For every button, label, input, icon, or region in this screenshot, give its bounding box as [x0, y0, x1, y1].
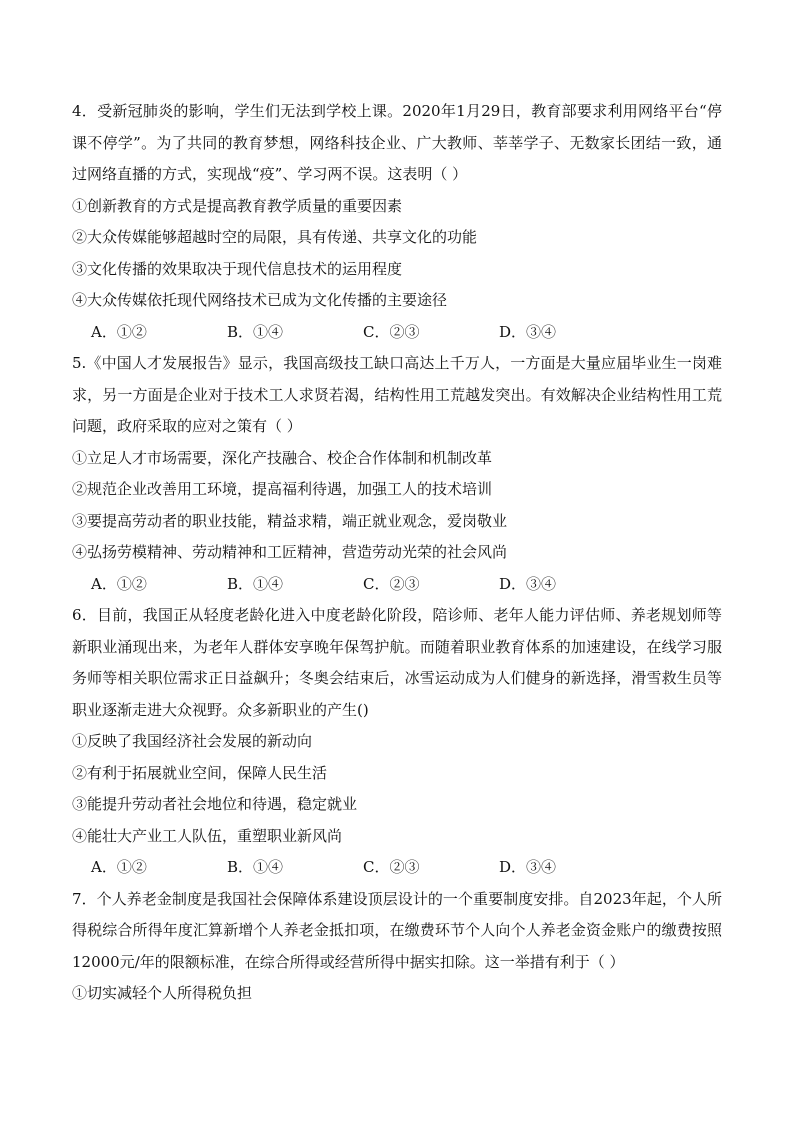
- choice-b: B．①④: [227, 322, 284, 341]
- choice-c: C．②③: [363, 858, 420, 876]
- question-list: [72, 96, 722, 1010]
- choice-d: D．③④: [499, 858, 557, 876]
- statement-option: ②大众传媒能够超越时空的局限，具有传递、共享文化的功能: [72, 228, 478, 246]
- question-stem: 4．受新冠肺炎的影响，学生们无法到学校上课。2020年1月29日，教育部要求利用网络平台“停课不停学”。为了共同的教育梦想，网络科技企业、广大教师、莘莘学子、无数家长团结一致，通过网络直播的方式，实现战“疫”、学习两不误。这表明（ ）: [72, 102, 722, 183]
- question-4: [72, 96, 722, 348]
- question-7: [72, 884, 722, 1010]
- statement-option: ④能壮大产业工人队伍，重塑职业新风尚: [72, 826, 343, 845]
- choice-c: C．②③: [363, 574, 420, 593]
- statement-option: ②规范企业改善用工环境，提高福利待遇，加强工人的技术培训: [72, 480, 493, 498]
- choice-d: D．③④: [499, 574, 557, 593]
- statement-option: ①立足人才市场需要，深化产技融合、校企合作体制和机制改革: [72, 448, 493, 467]
- choice-b: B．①④: [227, 858, 284, 876]
- answer-choices: [72, 317, 722, 349]
- question-6: [72, 600, 722, 884]
- statement-option: ③能提升劳动者社会地位和待遇，稳定就业: [72, 795, 358, 813]
- answer-choices: [72, 569, 722, 601]
- choice-a: A．①②: [91, 858, 147, 876]
- choice-d: D．③④: [499, 322, 557, 341]
- choice-a: A．①②: [91, 322, 147, 341]
- statement-option: ③文化传播的效果取决于现代信息技术的运用程度: [72, 259, 403, 278]
- choice-a: A．①②: [91, 574, 147, 593]
- statement-option: ②有利于拓展就业空间，保障人民生活: [72, 763, 328, 782]
- statement-option: ④大众传媒依托现代网络技术已成为文化传播的主要途径: [72, 291, 448, 309]
- choice-c: C．②③: [363, 322, 420, 341]
- question-stem: 6．目前，我国正从轻度老龄化进入中度老龄化阶段，陪诊师、老年人能力评估师、养老规划师等新职业涌现出来，为老年人群体安享晚年保驾护航。而随着职业教育体系的加速建设，在线学习服务师等相关职位需求正日益飙升；冬奥会结束后，冰雪运动成为人们健身的新选择，滑雪救生员等职业逐渐走进大众视野。众多新职业的产生(): [72, 606, 722, 719]
- statement-option: ①反映了我国经济社会发展的新动向: [72, 732, 313, 750]
- question-stem: 5.《中国人才发展报告》显示，我国高级技工缺口高达上千万人，一方面是大量应届毕业生一岗难求，另一方面是企业对于技术工人求贤若渴，结构性用工荒越发突出。有效解决企业结构性用工荒问题，政府采取的应对之策有（ ）: [72, 354, 722, 435]
- statement-option: ③要提高劳动者的职业技能，精益求精，端正就业观念，爱岗敬业: [72, 511, 508, 530]
- statement-option: ①创新教育的方式是提高教育教学质量的重要因素: [72, 196, 403, 215]
- question-5: [72, 348, 722, 600]
- statement-option: ①切实减轻个人所得税负担: [72, 984, 253, 1002]
- choice-b: B．①④: [227, 574, 284, 593]
- answer-choices: [72, 852, 722, 884]
- statement-option: ④弘扬劳模精神、劳动精神和工匠精神，营造劳动光荣的社会风尚: [72, 543, 508, 561]
- question-stem: 7．个人养老金制度是我国社会保障体系建设顶层设计的一个重要制度安排。自2023年起，个人所得税综合所得年度汇算新增个人养老金抵扣项，在缴费环节个人向个人养老金资金账户的缴费按照12000元/年的限额标准，在综合所得或经营所得中据实扣除。这一举措有利于（ ）: [72, 889, 722, 971]
